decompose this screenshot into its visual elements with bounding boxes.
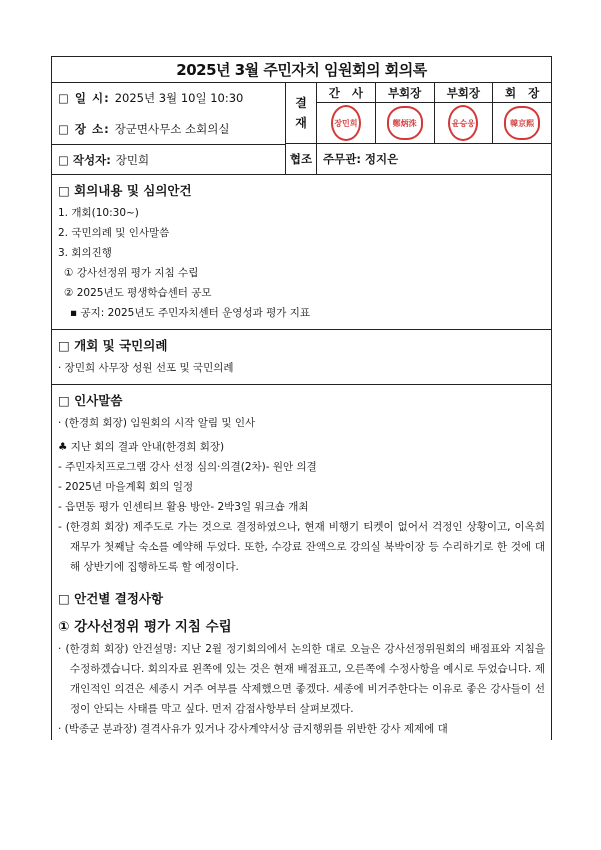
role-label: 회 장 — [493, 83, 551, 103]
place-value: 장군면사무소 소회의실 — [114, 121, 230, 136]
opening-section — [52, 330, 551, 385]
decisions-section — [52, 579, 551, 740]
opening-title: □ 개회 및 국민의례 — [58, 338, 168, 353]
approval-label-gyul: 결 — [295, 96, 307, 110]
decision-paragraph: · (박종군 분과장) 결격사유가 있거나 강사계약서상 금지행위를 위반한 강사 제제에 대 — [58, 723, 448, 734]
agenda-item: 1. 개회(10:30~) — [58, 207, 139, 219]
approval-slot-secretary — [317, 83, 376, 143]
previous-results-heading: ♣ 지난 회의 결과 안내(한경희 회장) — [58, 441, 225, 453]
agenda-item: 2. 국민의례 및 인사말씀 — [58, 227, 170, 239]
result-item: - 2025년 마을계획 회의 일정 — [58, 481, 194, 493]
place-label: □ 장 소: — [58, 121, 110, 136]
greeting-title: □ 인사말씀 — [58, 393, 123, 408]
date-row — [52, 83, 285, 114]
approval-slot-vice-chair-2 — [435, 83, 494, 143]
seal-stamp: 韓京熙 — [504, 106, 540, 140]
role-label: 간 사 — [317, 83, 375, 103]
author-value: 장민희 — [115, 153, 150, 167]
decision-paragraph: · (한경희 회장) 안건설명: 지난 2월 정기회의에서 논의한 대로 오늘은 강사선정위원회의 배점표와 지침을 수정하겠습니다. 회의자료 왼쪽에 있는 것은 현재 배점표고, 오른쪽에 수정사항을 예시로 두었습니다. 제 개인적인 의견은 세종시 거주 여부를 삭제했으면 좋겠다. 세종에 비거주한다는 이유로 좋은 강사들이 선정이 안되는 사태를 막고 싶다. 먼저 감점사항부터 살펴보겠다. — [58, 643, 545, 715]
agenda-section — [52, 175, 551, 330]
approval-slot-chair — [493, 83, 551, 143]
date-value: 2025년 3월 10일 10:30 — [114, 91, 244, 106]
place-row — [52, 114, 285, 145]
role-label: 부회장 — [435, 83, 493, 103]
greeting-section — [52, 385, 551, 579]
agenda-subitem: ① 강사선정위 평가 지침 수립 — [64, 267, 199, 279]
greeting-line: · (한경희 회장) 임원회의 시작 알림 및 인사 — [58, 417, 256, 429]
decision-item-title: ① 강사선정위 평가 지침 수립 — [58, 619, 232, 635]
meeting-minutes-document — [51, 56, 552, 740]
decisions-title: □ 안건별 결정사항 — [58, 591, 164, 606]
chair-remark-paragraph: - (한경희 회장) 제주도로 가는 것으로 결정하였으나, 현재 비행기 티켓이 없어서 걱정인 상황이고, 이옥희 재무가 첫째날 숙소를 예약해 두었다. 또한, 수강료 잔액으로 강의실 북박이장 등 수리하기로 한 것에 대해 상반기에 집행하도록 할 예정이다. — [58, 521, 545, 573]
approval-box — [286, 83, 551, 174]
approval-label-jae: 재 — [295, 116, 307, 130]
cooperation-value: 주무관: 정지은 — [323, 152, 399, 166]
seal-stamp: 윤승웅 — [448, 105, 478, 141]
seal-stamp: 장민희 — [331, 105, 361, 141]
cooperation-label: 협조 — [286, 144, 317, 174]
role-label: 부회장 — [376, 83, 434, 103]
agenda-notice: ▪ 공지: 2025년도 주민자치센터 운영성과 평가 지표 — [70, 307, 310, 319]
author-label: □ 작성자: — [58, 153, 111, 167]
approval-slot-vice-chair-1 — [376, 83, 435, 143]
document-title: 2025년 3월 주민자치 임원회의 회의록 — [52, 57, 551, 83]
header-table — [52, 83, 551, 175]
approval-label — [286, 83, 317, 143]
agenda-item: 3. 회의진행 — [58, 247, 112, 259]
date-label: □ 일 시: — [58, 91, 110, 106]
agenda-title: □ 회의내용 및 심의안건 — [58, 183, 192, 198]
agenda-subitem: ② 2025년도 평생학습센터 공모 — [64, 287, 212, 299]
result-item: - 주민자치프로그램 강사 선정 심의·의결(2차)- 원안 의결 — [58, 461, 317, 473]
result-item: - 읍면동 평가 인센티브 활용 방안- 2박3일 워크숍 개최 — [58, 501, 309, 513]
meeting-info — [52, 83, 286, 174]
seal-stamp: 鄭炳洙 — [387, 106, 423, 140]
author-row — [52, 144, 285, 175]
opening-line: · 장민희 사무장 성원 선포 및 국민의례 — [58, 362, 234, 374]
